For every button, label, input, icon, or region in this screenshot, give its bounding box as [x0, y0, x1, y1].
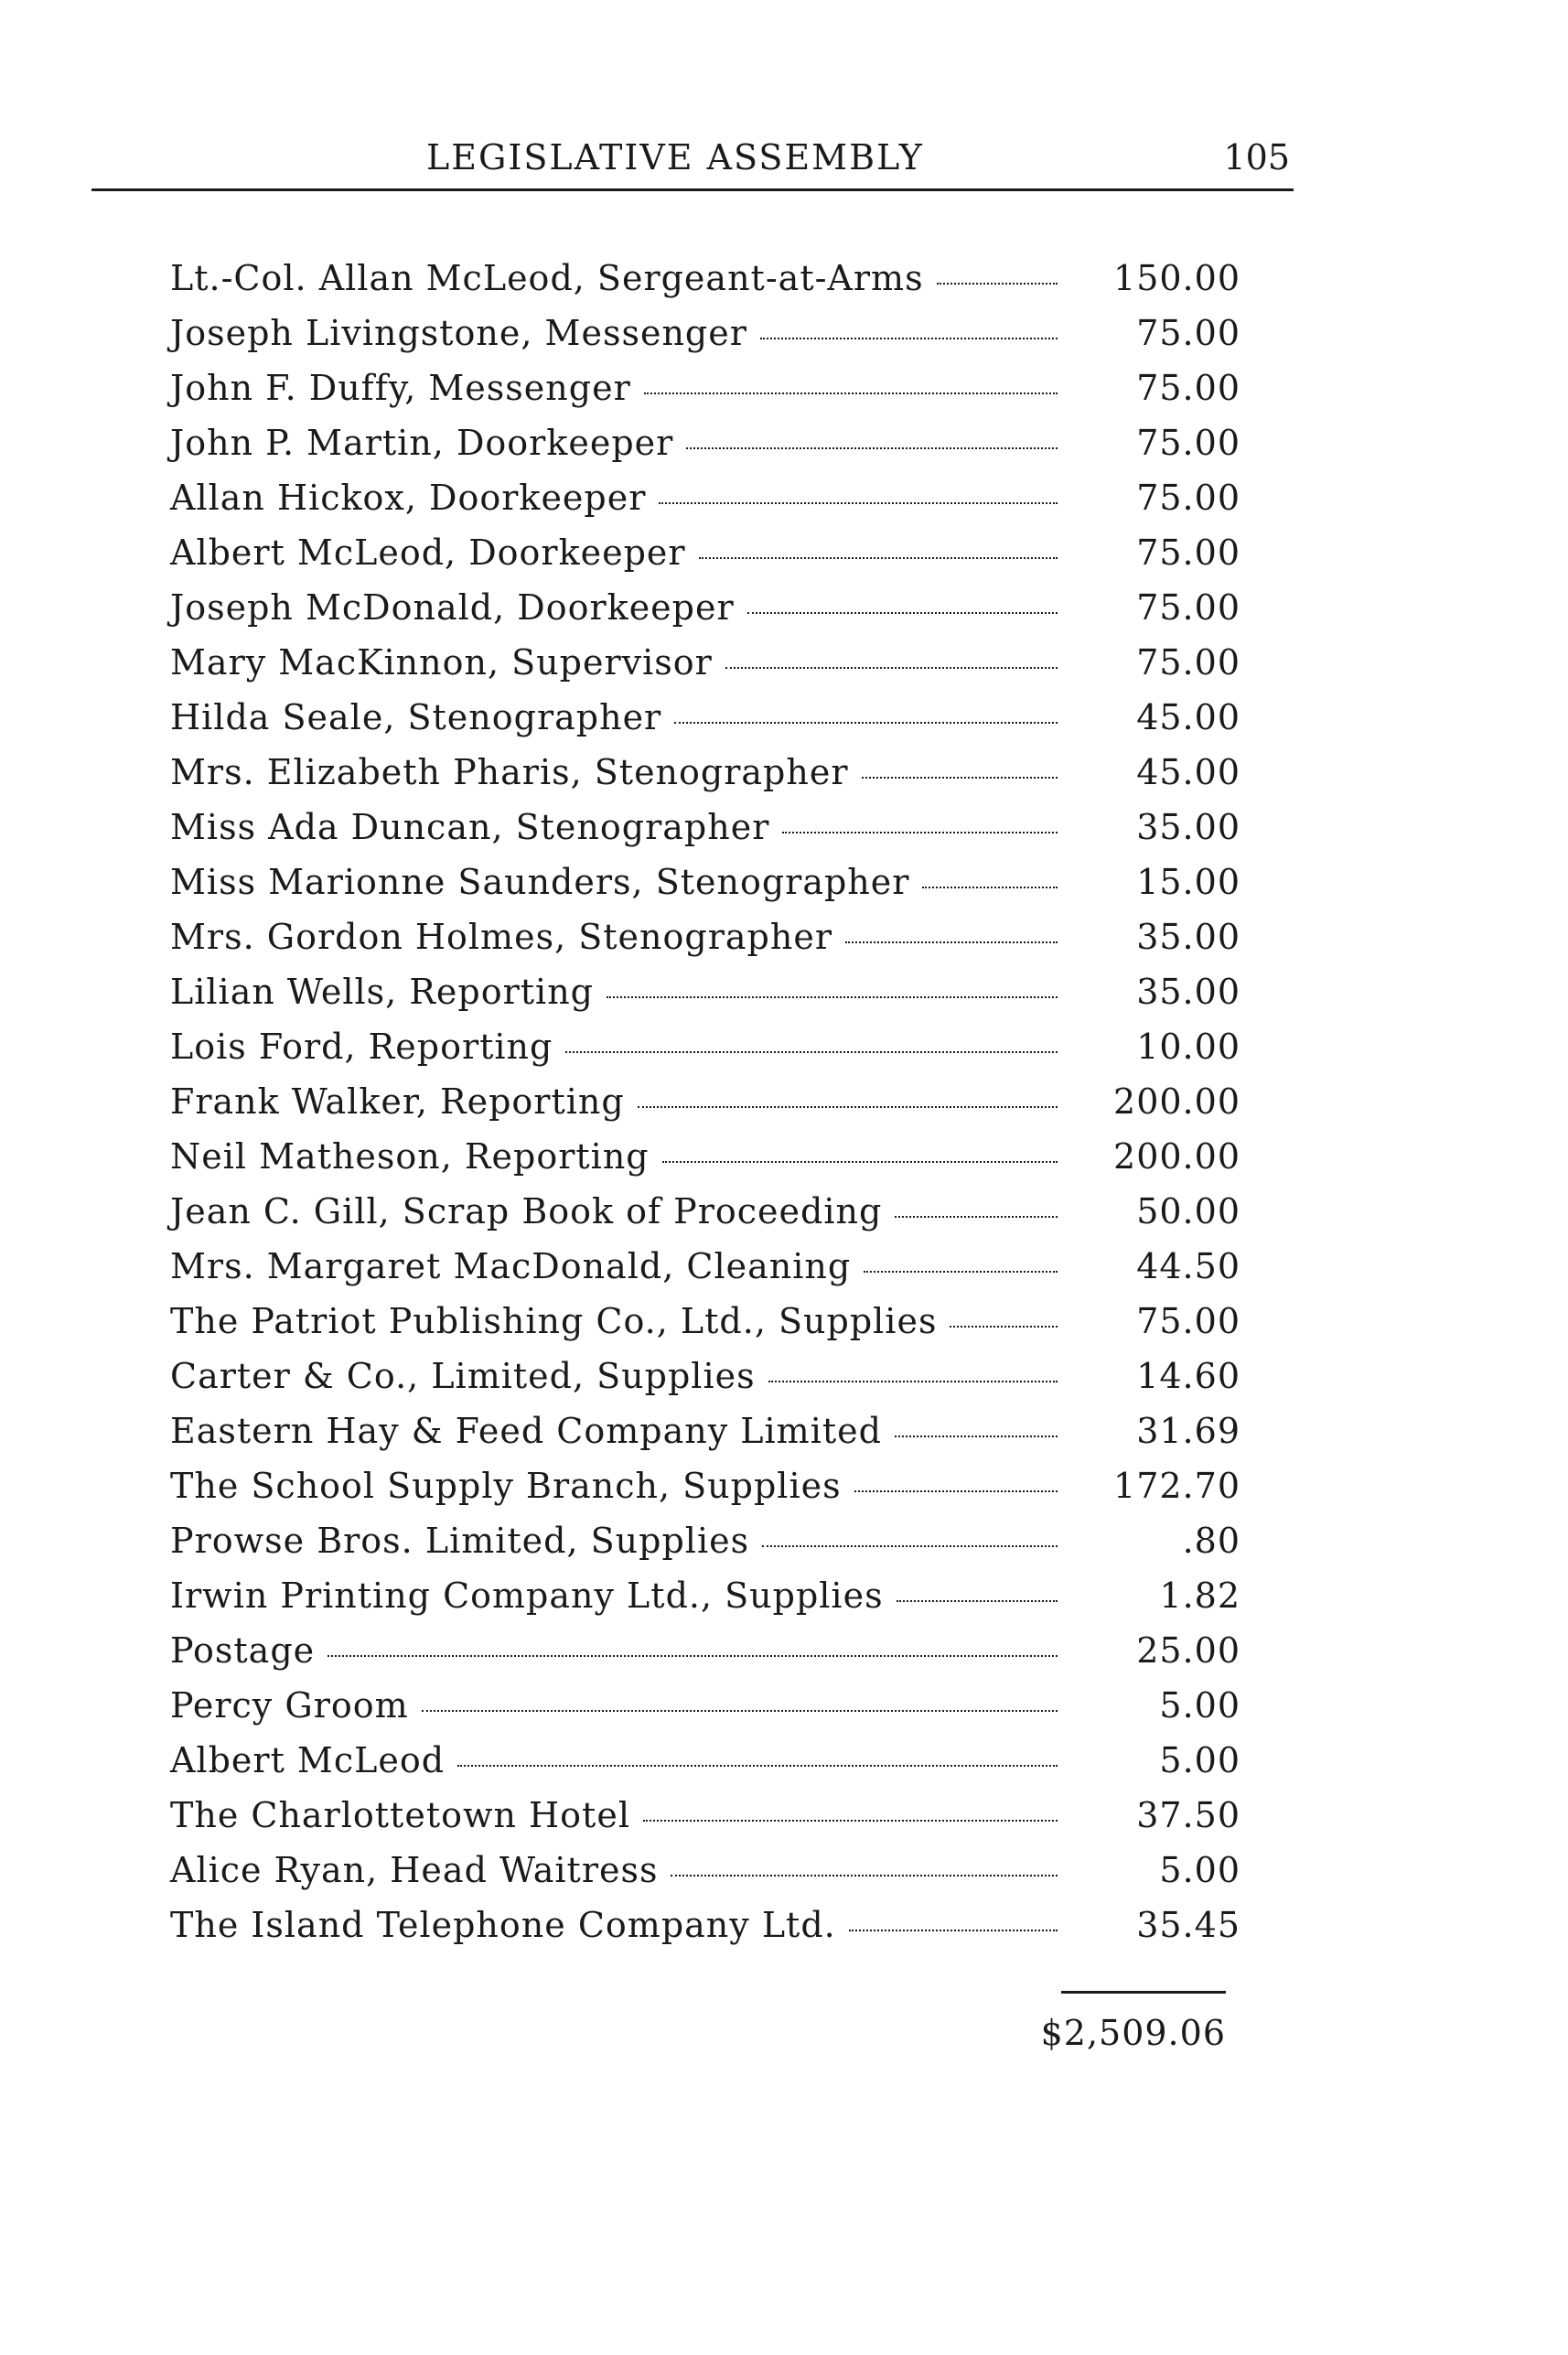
entry-amount: 75.00: [1136, 313, 1240, 353]
list-item: [170, 1411, 1240, 1466]
dot-leader: [864, 1270, 1058, 1273]
list-item: [170, 1301, 1240, 1356]
entry-amount: 200.00: [1113, 1081, 1240, 1122]
entry-label: Mrs. Margaret MacDonald, Cleaning: [170, 1246, 852, 1286]
list-item: [170, 1466, 1240, 1521]
entry-amount: 172.70: [1113, 1466, 1240, 1506]
entry-label: Eastern Hay & Feed Company Limited: [170, 1411, 882, 1451]
entry-amount: 75.00: [1136, 478, 1240, 518]
entry-amount: 5.00: [1159, 1850, 1240, 1890]
entry-label: Lois Ford, Reporting: [170, 1027, 553, 1067]
entry-amount: 50.00: [1136, 1191, 1240, 1231]
list-item: [170, 1356, 1240, 1411]
entry-label: Joseph Livingstone, Messenger: [170, 313, 747, 353]
dot-leader: [854, 1489, 1058, 1492]
entry-amount: 150.00: [1113, 258, 1240, 298]
list-item: [170, 1521, 1240, 1575]
dot-leader: [457, 1764, 1058, 1767]
entry-amount: 31.69: [1136, 1411, 1240, 1451]
entry-amount: 75.00: [1136, 642, 1240, 683]
dot-leader: [895, 1435, 1058, 1437]
entry-label: Frank Walker, Reporting: [170, 1081, 625, 1122]
dot-leader: [845, 941, 1058, 943]
entry-amount: .80: [1182, 1521, 1240, 1561]
dot-leader: [937, 282, 1058, 285]
dot-leader: [699, 556, 1058, 559]
entry-label: Albert McLeod: [170, 1740, 446, 1780]
entry-amount: 75.00: [1136, 532, 1240, 573]
entry-amount: 14.60: [1136, 1356, 1240, 1396]
dot-leader: [607, 995, 1058, 998]
list-item: [170, 972, 1240, 1027]
entry-amount: 75.00: [1136, 1301, 1240, 1341]
dot-leader: [782, 831, 1058, 833]
entry-amount: 45.00: [1136, 752, 1240, 792]
dot-leader: [644, 392, 1058, 394]
entry-amount: 25.00: [1136, 1630, 1240, 1671]
dot-leader: [674, 721, 1058, 724]
dot-leader: [725, 666, 1058, 669]
dot-leader: [950, 1325, 1058, 1328]
list-item: [170, 1905, 1240, 1960]
entry-label: Albert McLeod, Doorkeeper: [170, 532, 686, 573]
dot-leader: [671, 1874, 1058, 1876]
entry-amount: 1.82: [1159, 1575, 1240, 1616]
entry-amount: 5.00: [1159, 1685, 1240, 1726]
list-item: [170, 1850, 1240, 1905]
entry-label: Lilian Wells, Reporting: [170, 972, 595, 1012]
list-item: [170, 642, 1240, 697]
dot-leader: [849, 1929, 1058, 1931]
list-item: [170, 1630, 1240, 1685]
list-item: [170, 1027, 1240, 1081]
entry-label: Miss Ada Duncan, Stenographer: [170, 807, 770, 847]
dot-leader: [897, 1599, 1058, 1602]
entry-amount: 75.00: [1136, 587, 1240, 628]
entry-amount: 200.00: [1113, 1136, 1240, 1177]
entry-label: Percy Groom: [170, 1685, 409, 1726]
dot-leader: [922, 886, 1058, 888]
entry-label: Carter & Co., Limited, Supplies: [170, 1356, 756, 1396]
entry-label: Jean C. Gill, Scrap Book of Proceeding: [170, 1191, 883, 1231]
dot-leader: [760, 337, 1058, 339]
total-rule: [1061, 1991, 1226, 1994]
list-item: [170, 1685, 1240, 1740]
entry-label: The School Supply Branch, Supplies: [170, 1466, 842, 1506]
dot-leader: [747, 611, 1058, 614]
entry-label: Prowse Bros. Limited, Supplies: [170, 1521, 750, 1561]
entry-label: The Patriot Publishing Co., Ltd., Supplies: [170, 1301, 938, 1341]
list-item: [170, 368, 1240, 423]
entry-label: Hilda Seale, Stenographer: [170, 697, 662, 737]
list-item: [170, 258, 1240, 313]
list-item: [170, 862, 1240, 917]
list-item: [170, 1740, 1240, 1795]
dot-leader: [638, 1105, 1058, 1108]
dot-leader: [686, 446, 1058, 449]
list-item: [170, 1795, 1240, 1850]
list-item: [170, 1136, 1240, 1191]
dot-leader: [422, 1709, 1058, 1712]
entry-label: Mrs. Gordon Holmes, Stenographer: [170, 917, 832, 957]
list-item: [170, 587, 1240, 642]
list-item: [170, 1575, 1240, 1630]
entry-label: Alice Ryan, Head Waitress: [170, 1850, 659, 1890]
list-item: [170, 1191, 1240, 1246]
entry-label: Postage: [170, 1630, 316, 1671]
list-item: [170, 1246, 1240, 1301]
grand-total: $2,509.06: [1040, 2013, 1226, 2053]
dot-leader: [895, 1215, 1058, 1218]
entry-amount: 15.00: [1136, 862, 1240, 902]
entry-label: John F. Duffy, Messenger: [170, 368, 631, 408]
entry-label: Mrs. Elizabeth Pharis, Stenographer: [170, 752, 849, 792]
entry-amount: 10.00: [1136, 1027, 1240, 1067]
entry-amount: 35.00: [1136, 807, 1240, 847]
page-number: 105: [1223, 137, 1290, 177]
running-title: LEGISLATIVE ASSEMBLY: [426, 137, 924, 177]
list-item: [170, 807, 1240, 862]
entry-amount: 35.00: [1136, 917, 1240, 957]
dot-leader: [659, 501, 1058, 504]
dot-leader: [662, 1160, 1058, 1163]
list-item: [170, 752, 1240, 807]
list-item: [170, 1081, 1240, 1136]
entry-label: The Island Telephone Company Ltd.: [170, 1905, 836, 1945]
list-item: [170, 697, 1240, 752]
dot-leader: [328, 1654, 1058, 1657]
entry-label: The Charlottetown Hotel: [170, 1795, 630, 1835]
dot-leader: [762, 1544, 1058, 1547]
entry-amount: 75.00: [1136, 368, 1240, 408]
list-item: [170, 423, 1240, 478]
dot-leader: [768, 1380, 1058, 1382]
expense-list: [170, 258, 1240, 1960]
entry-amount: 35.45: [1136, 1905, 1240, 1945]
list-item: [170, 917, 1240, 972]
list-item: [170, 532, 1240, 587]
entry-amount: 75.00: [1136, 423, 1240, 463]
entry-label: John P. Martin, Doorkeeper: [170, 423, 674, 463]
list-item: [170, 478, 1240, 532]
entry-label: Mary MacKinnon, Supervisor: [170, 642, 713, 683]
entry-label: Neil Matheson, Reporting: [170, 1136, 650, 1177]
entry-amount: 5.00: [1159, 1740, 1240, 1780]
entry-label: Joseph McDonald, Doorkeeper: [170, 587, 735, 628]
dot-leader: [565, 1050, 1058, 1053]
entry-amount: 44.50: [1136, 1246, 1240, 1286]
entry-label: Lt.-Col. Allan McLeod, Sergeant-at-Arms: [170, 258, 924, 298]
entry-label: Allan Hickox, Doorkeeper: [170, 478, 647, 518]
list-item: [170, 313, 1240, 368]
entry-label: Miss Marionne Saunders, Stenographer: [170, 862, 910, 902]
dot-leader: [862, 776, 1058, 779]
entry-amount: 45.00: [1136, 697, 1240, 737]
dot-leader: [643, 1819, 1058, 1822]
entry-amount: 35.00: [1136, 972, 1240, 1012]
page-header: [91, 128, 1294, 191]
entry-amount: 37.50: [1136, 1795, 1240, 1835]
entry-label: Irwin Printing Company Ltd., Supplies: [170, 1575, 884, 1616]
